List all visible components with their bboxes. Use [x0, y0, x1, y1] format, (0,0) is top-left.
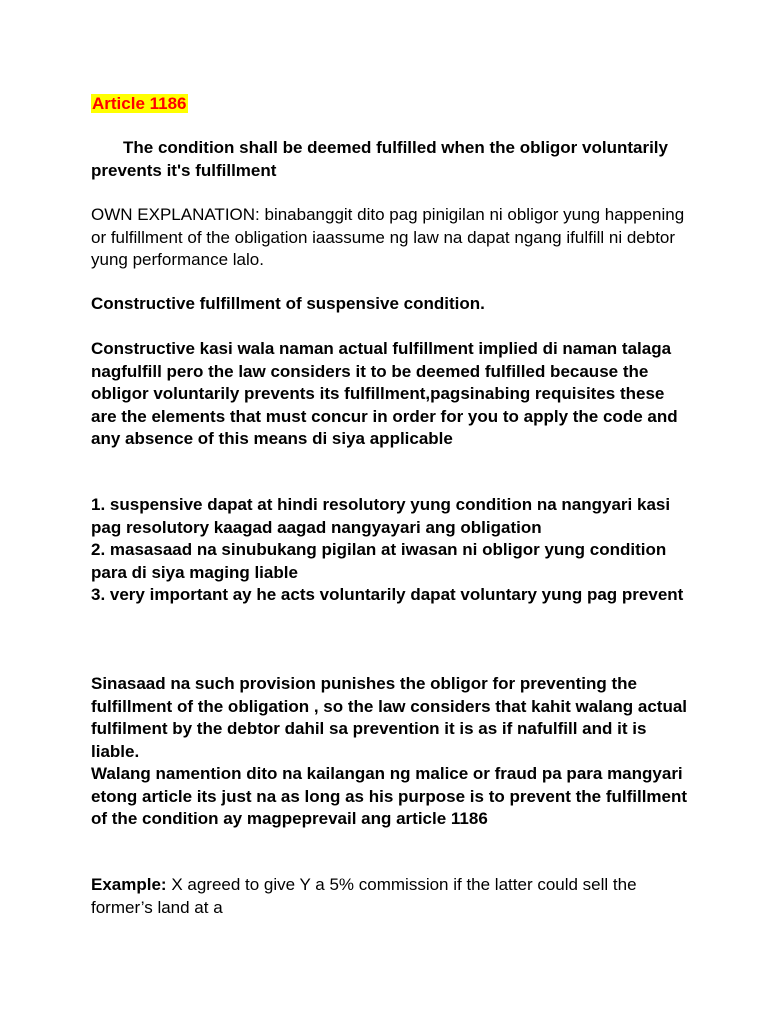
provision-section	[91, 673, 691, 831]
example-label: Example:	[91, 875, 167, 894]
example-paragraph	[91, 874, 691, 919]
requisites-list	[91, 494, 691, 607]
section-subtitle: Constructive fulfillment of suspensive condition.	[91, 294, 485, 313]
requisite-item: 3. very important ay he acts voluntarily dapat voluntary yung pag prevent	[91, 585, 684, 604]
malice-paragraph: Walang namention dito na kailangan ng malice or fraud pa para mangyari etong article its just na as long as his purpose is to prevent the fulfillment of the condition ay magpeprevail ang article 1186	[91, 764, 688, 828]
article-statement: The condition shall be deemed fulfilled when the obligor voluntarily prevents it's fulfillment	[91, 138, 668, 180]
own-explanation: OWN EXPLANATION: binabanggit dito pag pinigilan ni obligor yung happening or fulfillment of the obligation iaassume ng law na dapat ngang ifulfill ni debtor yung performance lalo.	[91, 205, 685, 269]
provision-paragraph: Sinasaad na such provision punishes the obligor for preventing the fulfillment of the obligation , so the law considers that kahit walang actual fulfilment by the debtor dahil sa prevention it is as if nafulfill and it is liable.	[91, 674, 688, 761]
constructive-paragraph: Constructive kasi wala naman actual fulfillment implied di naman talaga nagfulfill pero the law considers it to be deemed fulfilled because the obligor voluntarily prevents its fulfillment,pagsinabing requisites these are the elements that must concur in order for you to apply the code and any absence of this means di siya applicable	[91, 339, 678, 448]
example-text: X agreed to give Y a 5% commission if the latter could sell the former’s land at a	[91, 875, 637, 917]
requisite-item: 1. suspensive dapat at hindi resolutory yung condition na nangyari kasi pag resolutory kaagad aagad nangyayari ang obligation	[91, 495, 671, 537]
article-heading: Article 1186	[92, 94, 187, 113]
article-heading-wrap	[91, 93, 691, 116]
requisite-item: 2. masasaad na sinubukang pigilan at iwasan ni obligor yung condition para di siya maging liable	[91, 540, 667, 582]
